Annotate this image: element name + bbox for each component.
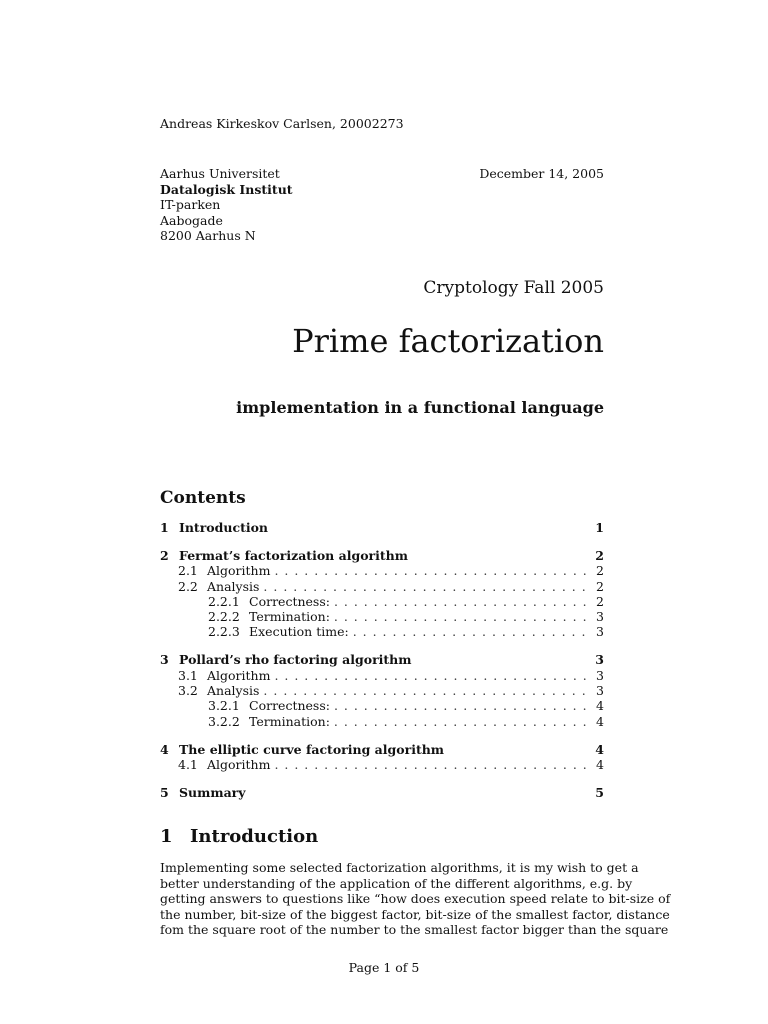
table-of-contents — [160, 520, 604, 800]
toc-page: 3 — [596, 683, 604, 699]
paragraph-line: the number, bit-size of the biggest factor, bit-size of the smallest factor, distance — [160, 906, 670, 922]
subtitle: implementation in a functional language — [236, 398, 604, 417]
toc-page: 4 — [595, 741, 604, 757]
section-title: Introduction — [190, 826, 319, 847]
toc-entry[interactable] — [160, 624, 604, 639]
toc-entry[interactable] — [160, 714, 604, 729]
toc-leader — [274, 563, 586, 578]
toc-leader — [334, 714, 586, 729]
paragraph-line: Implementing some selected factorization algorithms, it is my wish to get a — [160, 860, 639, 875]
toc-number: 1 — [160, 520, 169, 535]
toc-number: 2.2.1 — [208, 593, 240, 609]
toc-label: Algorithm — [207, 756, 271, 772]
university: Aarhus Universitet — [160, 166, 280, 181]
toc-entry[interactable] — [160, 548, 604, 563]
toc-label: Fermat’s factorization algorithm — [179, 547, 408, 563]
section-number: 1 — [160, 826, 173, 847]
toc-entry[interactable] — [160, 652, 604, 667]
toc-label: Analysis — [207, 683, 260, 699]
toc-entry[interactable] — [160, 563, 604, 578]
toc-label: Summary — [179, 784, 246, 800]
institute: Datalogisk Institut — [160, 181, 293, 197]
toc-entry[interactable] — [160, 785, 604, 800]
toc-leader — [274, 757, 586, 772]
toc-label: Execution time: — [249, 624, 349, 640]
toc-page: 4 — [596, 698, 604, 714]
page-footer: Page 1 of 5 — [348, 960, 420, 975]
toc-entry[interactable] — [160, 594, 604, 609]
toc-label: Termination: — [249, 609, 330, 625]
toc-number: 5 — [160, 784, 169, 800]
address-block — [160, 166, 293, 244]
section-heading-introduction — [160, 826, 318, 847]
toc-label: Analysis — [207, 578, 260, 594]
toc-number: 2.2 — [178, 578, 198, 594]
toc-page: 2 — [595, 547, 604, 563]
toc-entry[interactable] — [160, 757, 604, 772]
toc-entry[interactable] — [160, 742, 604, 757]
toc-page: 4 — [596, 756, 604, 772]
toc-label: Termination: — [249, 713, 330, 729]
toc-label: Pollard’s rho factoring algorithm — [179, 652, 412, 668]
paragraph-line: fom the square root of the number to the smallest factor bigger than the square — [160, 922, 669, 937]
toc-number: 3.2 — [178, 683, 198, 699]
toc-page: 3 — [596, 609, 604, 625]
toc-leader — [274, 668, 586, 683]
toc-number: 3.2.1 — [208, 698, 240, 714]
toc-page: 5 — [595, 784, 604, 800]
contents-heading: Contents — [160, 488, 246, 508]
toc-page: 4 — [596, 713, 604, 729]
toc-number: 4 — [160, 741, 169, 757]
toc-label: The elliptic curve factoring algorithm — [179, 741, 445, 757]
toc-page: 3 — [596, 667, 604, 683]
author-line: Andreas Kirkeskov Carlsen, 20002273 — [160, 116, 404, 131]
toc-number: 4.1 — [178, 756, 198, 772]
toc-number: 2.2.2 — [208, 609, 240, 625]
toc-label: Algorithm — [207, 667, 271, 683]
toc-page: 3 — [595, 652, 604, 668]
toc-number: 3.1 — [178, 667, 198, 683]
toc-label: Algorithm — [207, 563, 271, 579]
toc-label: Introduction — [179, 520, 269, 535]
toc-leader — [334, 609, 586, 624]
toc-leader — [263, 579, 586, 594]
page-title: Prime factorization — [292, 322, 604, 360]
toc-number: 2.2.3 — [208, 624, 240, 640]
date: December 14, 2005 — [479, 166, 604, 181]
toc-leader — [334, 698, 586, 713]
toc-entry[interactable] — [160, 609, 604, 624]
toc-page: 2 — [596, 593, 604, 609]
building: IT-parken — [160, 197, 221, 212]
toc-entry[interactable] — [160, 698, 604, 713]
toc-leader — [353, 624, 586, 639]
toc-page: 2 — [596, 578, 604, 594]
course-title: Cryptology Fall 2005 — [423, 278, 604, 298]
toc-entry[interactable] — [160, 579, 604, 594]
toc-number: 2.1 — [178, 563, 198, 579]
paragraph-line: getting answers to questions like “how does execution speed relate to bit-size of — [160, 891, 671, 906]
toc-leader — [334, 594, 586, 609]
intro-paragraph — [160, 860, 671, 938]
toc-page: 1 — [595, 520, 604, 535]
city: 8200 Aarhus N — [160, 228, 256, 243]
toc-number: 3 — [160, 652, 169, 668]
toc-entry[interactable] — [160, 668, 604, 683]
toc-leader — [263, 683, 586, 698]
paragraph-line: better understanding of the application of the different algorithms, e.g. by — [160, 875, 633, 891]
street: Aabogade — [160, 212, 223, 228]
toc-number: 3.2.2 — [208, 713, 240, 729]
toc-label: Correctness: — [249, 593, 330, 609]
toc-page: 3 — [596, 624, 604, 640]
toc-page: 2 — [596, 563, 604, 579]
toc-entry[interactable] — [160, 683, 604, 698]
toc-number: 2 — [160, 547, 169, 563]
toc-entry[interactable] — [160, 520, 604, 535]
toc-label: Correctness: — [249, 698, 330, 714]
